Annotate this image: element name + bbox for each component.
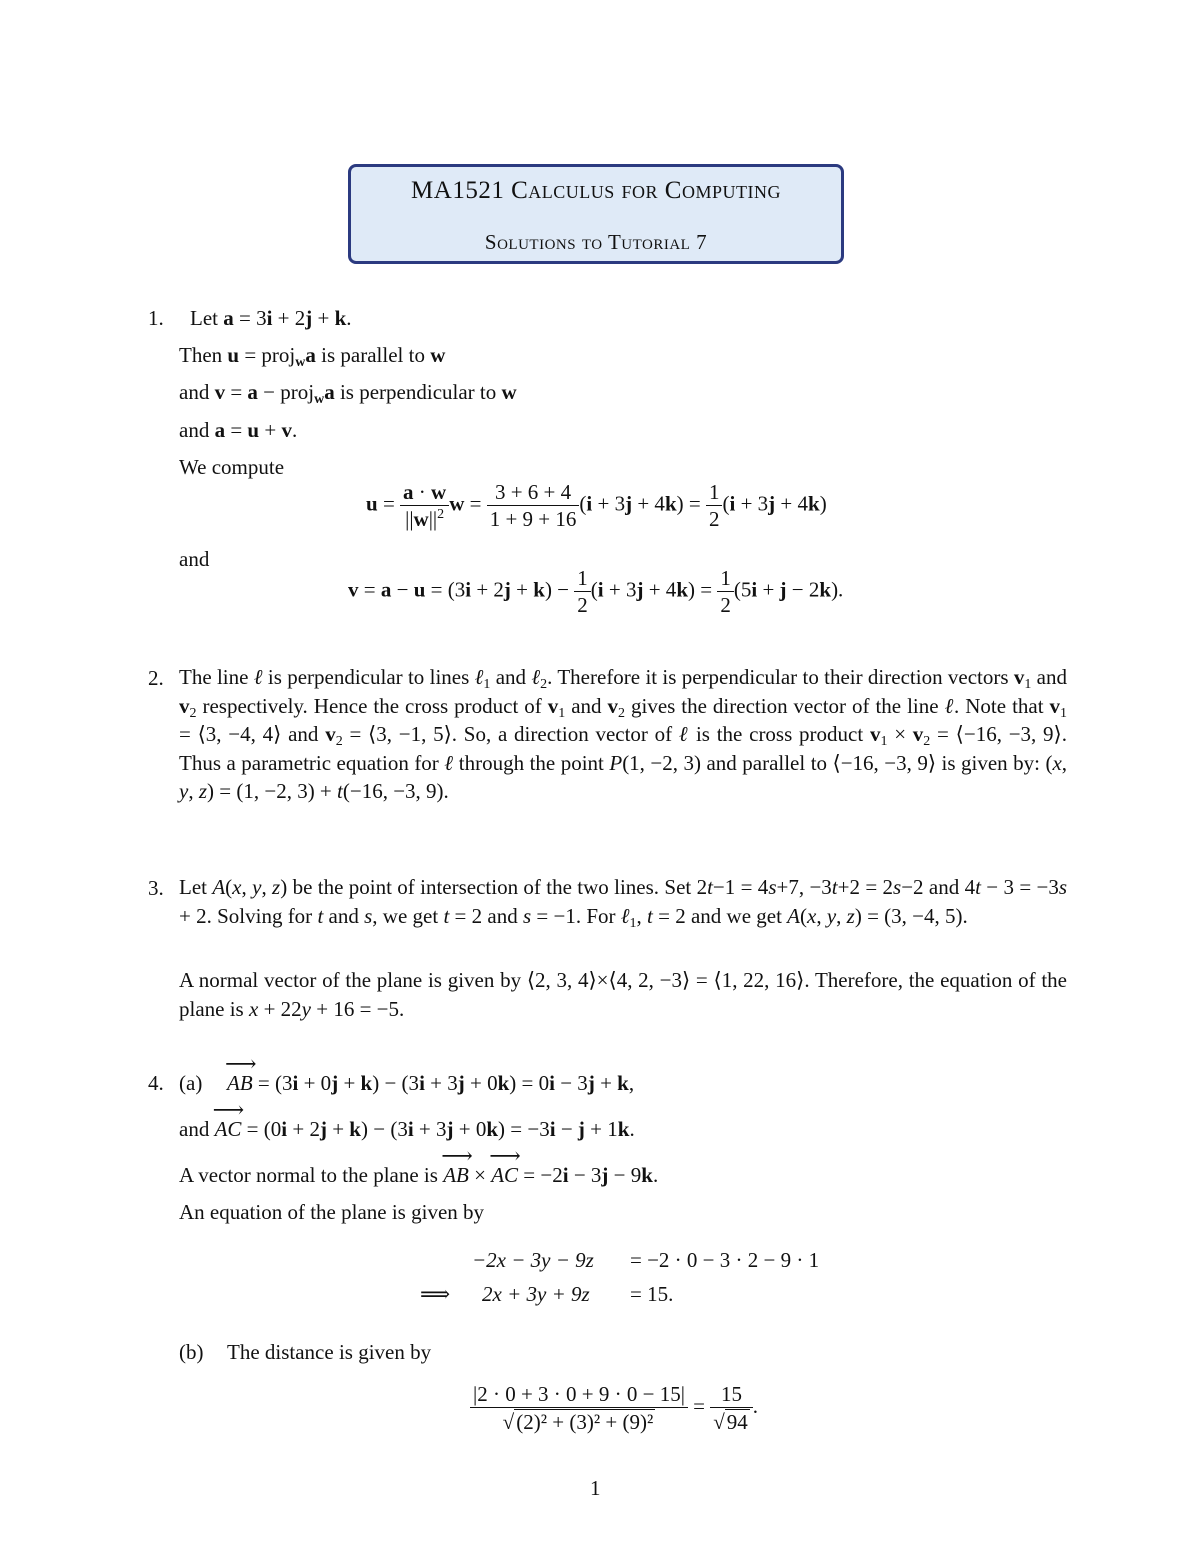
q4-eq-intro: An equation of the plane is given by xyxy=(179,1200,485,1224)
q4-eq-row2-left: 2x + 3y + 9z xyxy=(482,1282,590,1306)
distance-result-denominator: 94 xyxy=(726,1410,748,1434)
distance-result-numerator: 15 xyxy=(710,1382,753,1408)
q3-paragraph-1: Let A(x, y, z) be the point of intersection of the two lines. Set 2t−1 = 4s+7, −3t+2 = 2s−2 and 4t − 3 = −3s + 2. Solving for t and s, we get t = 2 and s = −1. For ℓ$_1$, t = 2 and we get A(x, y, z) = (3, −4, 5). xyxy=(179,875,1068,931)
q1-line1: Let a = 3i + 2j + k. xyxy=(190,306,352,330)
q1-equation-v: v = a − u = (3i + 2j + k) − $\frac{1}{2}$ (i + 3j + 4k) = $\frac{1}{2}$ (5i + j − 2k). xyxy=(348,566,844,617)
q4-number: 4. xyxy=(148,1071,164,1095)
q4-part-b-label: (b) xyxy=(179,1340,204,1364)
q3-number: 3. xyxy=(148,876,164,900)
q4-implies-symbol: ⟹ xyxy=(420,1282,451,1306)
q4-eq-row1-right: = −2 · 0 − 3 · 2 − 9 · 1 xyxy=(630,1248,820,1272)
q2-number: 2. xyxy=(148,666,164,690)
q4-eq-row2-right: = 15. xyxy=(630,1282,674,1306)
q1-number: 1. xyxy=(148,306,164,330)
tutorial-subtitle: Solutions to Tutorial 7 xyxy=(484,230,708,254)
q1-line6: and xyxy=(179,547,210,571)
q2-paragraph: The line ℓ is perpendicular to lines ℓ$_1$ and ℓ$_2$. Therefore it is perpendicular to their direction vectors $v_1$ and $v_2$ respectively. Hence the cross product of $v_1$ and $v_2$ gives the direction vector of the line ℓ. Note that $v_1$ = ⟨3, −4, 4⟩ and $v_2$ = ⟨3, −1, 5⟩. So, a direction vector of ℓ is the cross product $v_1 \times v_2$ = ⟨−16, −3, 9⟩. Thus a parametric equation for ℓ through the point P(1, −2, 3) and parallel to ⟨−16, −3, 9⟩ is given by: (x, y, z) = (1, −2, 3) + t(−16, −3, 9). xyxy=(179,665,1068,804)
q4-eq-row1-left: −2x − 3y − 9z xyxy=(472,1248,594,1272)
q1-line4: and a = u + v. xyxy=(179,418,298,442)
distance-numerator: |2 · 0 + 3 · 0 + 9 · 0 − 15| xyxy=(470,1382,688,1408)
q1-line2: Then u = proj$_w$a is parallel to w xyxy=(179,343,446,370)
q4-distance-formula: $\frac{|2 \cdot 0 + 3 \cdot 0 + 9 \cdot 0 - 15|}{\text{√(2)² + (3)² + (9)²}}$ = $\frac{15}{√94}$ . xyxy=(470,1382,758,1434)
q4-distance-intro: The distance is given by xyxy=(227,1340,432,1364)
q4-line-normal: A vector normal to the plane is ⟶ AB × ⟶ AC = −2i − 3j − 9k. xyxy=(179,1163,658,1188)
q1-line3: and v = a − proj$_w$a is perpendicular to w xyxy=(179,380,517,407)
title-box xyxy=(348,164,844,264)
q1-equation-u: u = $\frac{a \cdot w}{||w||^2}$ w = $\frac{3 + 6 + 4}{1 + 9 + 16}$ (i + 3j + 4k) = $\frac{1}{2}$ (i + 3j + 4k) xyxy=(366,480,827,531)
q3-paragraph-2: A normal vector of the plane is given by ⟨2, 3, 4⟩×⟨4, 2, −3⟩ = ⟨1, 22, 16⟩. Therefore, the equation of the plane is x + 22y + 16 = −5. xyxy=(179,968,1067,1021)
page-number: 1 xyxy=(590,1476,601,1500)
q4-line-ab: ⟶ AB = (3i + 0j + k) − (3i + 3j + 0k) = 0i − 3j + k, xyxy=(227,1071,634,1096)
course-title: MA1521 Calculus for Computing xyxy=(411,177,781,204)
q4-line-ac: and ⟶ AC = (0i + 2j + k) − (3i + 3j + 0k) = −3i − j + 1k. xyxy=(179,1117,635,1142)
distance-denominator: (2)² + (3)² + (9)² xyxy=(516,1410,654,1434)
q4-part-a-label: (a) xyxy=(179,1071,203,1095)
q1-line5: We compute xyxy=(179,455,285,479)
